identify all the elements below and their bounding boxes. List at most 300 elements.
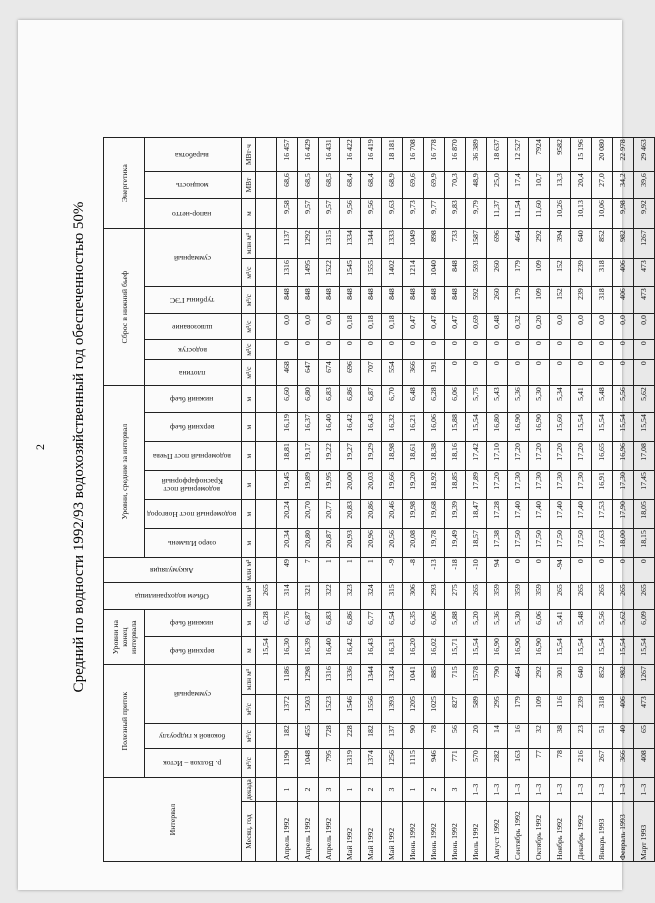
table-cell: 11,60 (529, 199, 550, 229)
table-cell: 982 (613, 665, 634, 695)
unit-cell: м³/с (242, 314, 256, 340)
unit-cell: м³/с (242, 360, 256, 386)
table-cell: Ноябрь 1992 (550, 802, 571, 862)
table-cell: 16,30 (277, 637, 298, 665)
unit-cell: м³/с (242, 259, 256, 287)
table-cell: 17,45 (634, 471, 655, 500)
table-cell: 16,21 (403, 413, 424, 442)
table-cell: 408 (634, 749, 655, 778)
reservoir-balance-table (103, 137, 655, 862)
table-cell: 17,20 (550, 442, 571, 471)
table-cell: 1–3 (508, 778, 529, 802)
table-cell: 0 (592, 558, 613, 583)
table-cell: 1334 (340, 229, 361, 259)
table-cell: 592 (466, 287, 487, 314)
table-cell: 15,54 (634, 413, 655, 442)
table-cell: 265 (634, 583, 655, 610)
table-cell: 19,17 (298, 442, 319, 471)
table-cell: 182 (277, 724, 298, 749)
table-cell: 696 (340, 360, 361, 386)
unit-cell: м (242, 386, 256, 413)
table-cell: 5,30 (508, 610, 529, 637)
table-cell: 17,50 (571, 529, 592, 558)
table-cell: 18,05 (634, 500, 655, 529)
header-sluice: шлюзование (145, 314, 242, 340)
table-cell: 36 389 (466, 138, 487, 172)
table-cell: 728 (319, 724, 340, 749)
table-row (529, 138, 550, 862)
table-cell: 10,26 (550, 199, 571, 229)
table-cell: 848 (277, 287, 298, 314)
table-cell: 15,60 (550, 413, 571, 442)
table-cell: 20 080 (592, 138, 613, 172)
table-cell: 589 (466, 695, 487, 724)
table-cell: 0 (550, 340, 571, 360)
table-cell: 265 (571, 583, 592, 610)
table-cell: 3 (445, 778, 466, 802)
table-cell: -9 (382, 558, 403, 583)
table-cell: 696 (487, 229, 508, 259)
table-cell: 5,41 (571, 386, 592, 413)
table-cell: 6,83 (319, 610, 340, 637)
table-row (613, 138, 634, 862)
table-cell: 16 778 (424, 138, 445, 172)
unit-cell: м³/с (242, 340, 256, 360)
table-cell: 18,57 (466, 529, 487, 558)
table-cell: 20,34 (277, 529, 298, 558)
initial-volume: 265 (256, 583, 277, 610)
table-cell: 321 (298, 583, 319, 610)
table-cell: 848 (382, 287, 403, 314)
table-cell: 1 (340, 558, 361, 583)
table-cell: 9,56 (361, 199, 382, 229)
table-cell: Февраль 1993 (613, 802, 634, 862)
table-cell: 1587 (466, 229, 487, 259)
table-row (298, 138, 319, 862)
table-cell: 19,20 (403, 471, 424, 500)
table-cell: 455 (298, 724, 319, 749)
table-cell: 19,95 (319, 471, 340, 500)
table-cell: 1 (403, 778, 424, 802)
table-cell: 0 (634, 558, 655, 583)
table-cell: 640 (571, 665, 592, 695)
table-cell: 9,57 (319, 199, 340, 229)
table-cell: 1049 (403, 229, 424, 259)
table-cell: 0 (550, 360, 571, 386)
table-cell: 6,70 (382, 386, 403, 413)
table-cell: 0,32 (508, 314, 529, 340)
table-cell: 0,0 (277, 314, 298, 340)
table-cell: 292 (529, 229, 550, 259)
table-cell: 90 (403, 724, 424, 749)
table-cell: 179 (508, 287, 529, 314)
unit-cell: м³/с (242, 749, 256, 778)
table-row (592, 138, 613, 862)
table-cell: Июнь 1992 (403, 802, 424, 862)
table-cell: 32 (529, 724, 550, 749)
table-cell: 16,90 (529, 637, 550, 665)
table-cell: 848 (340, 287, 361, 314)
table-cell: 16,91 (592, 471, 613, 500)
table-cell: 1205 (403, 695, 424, 724)
table-cell: 15,54 (466, 637, 487, 665)
table-cell: 40 (613, 724, 634, 749)
table-cell: 38 (550, 724, 571, 749)
table-cell: 1298 (298, 665, 319, 695)
table-cell: -10 (466, 558, 487, 583)
table-cell: 19,66 (382, 471, 403, 500)
table-cell: 0 (634, 360, 655, 386)
table-cell: 70,3 (445, 172, 466, 199)
table-cell: 6,86 (340, 386, 361, 413)
table-cell: 314 (277, 583, 298, 610)
table-cell: 0 (508, 340, 529, 360)
table-cell: 852 (592, 665, 613, 695)
table-cell: 6,28 (424, 386, 445, 413)
table-cell: 1267 (634, 229, 655, 259)
table-cell: 239 (571, 287, 592, 314)
header-accumulation: Аккумуляция (104, 558, 242, 583)
table-cell: 0,18 (382, 314, 403, 340)
table-cell: 1316 (319, 665, 340, 695)
table-cell: 19,22 (319, 442, 340, 471)
table-cell: 1545 (340, 259, 361, 287)
unit-cell: млн м³ (242, 558, 256, 583)
table-row (487, 138, 508, 862)
unit-cell: м (242, 637, 256, 665)
table-cell: 16,90 (508, 637, 529, 665)
table-cell: 10,06 (592, 199, 613, 229)
table-row (340, 138, 361, 862)
table-cell: 5,36 (508, 386, 529, 413)
table-cell: 17,4 (508, 172, 529, 199)
table-cell: 18 637 (487, 138, 508, 172)
table-cell: 1–3 (466, 778, 487, 802)
table-cell: 318 (592, 287, 613, 314)
table-cell: 0 (634, 340, 655, 360)
table-cell: 848 (361, 287, 382, 314)
table-cell: 15,54 (550, 637, 571, 665)
table-cell: 18,38 (424, 442, 445, 471)
table-cell: 68,9 (382, 172, 403, 199)
table-cell: 16,80 (487, 413, 508, 442)
table-cell: 15,54 (466, 413, 487, 442)
table-cell: 827 (445, 695, 466, 724)
table-cell: 20,56 (382, 529, 403, 558)
table-cell: 790 (487, 665, 508, 695)
table-cell: 9,63 (382, 199, 403, 229)
table-cell: 5,56 (592, 610, 613, 637)
table-cell: 406 (613, 695, 634, 724)
header-total-discharge: суммарный (145, 229, 242, 287)
table-cell: 5,88 (445, 610, 466, 637)
table-cell: 6,06 (529, 610, 550, 637)
header-useful-inflow: Полезный приток (104, 665, 145, 778)
table-cell: 17,20 (529, 442, 550, 471)
table-cell: 16,31 (382, 637, 403, 665)
table-cell: 20,46 (382, 500, 403, 529)
table-cell: 34,2 (613, 172, 634, 199)
table-cell: 19,49 (445, 529, 466, 558)
table-cell: 65 (634, 724, 655, 749)
table-cell: 18,85 (445, 471, 466, 500)
table-cell: 1495 (298, 259, 319, 287)
table-cell: 301 (550, 665, 571, 695)
table-cell: 15,54 (571, 413, 592, 442)
table-cell: 366 (403, 360, 424, 386)
table-cell: 18,16 (445, 442, 466, 471)
table-cell: 16 870 (445, 138, 466, 172)
table-cell: 116 (550, 695, 571, 724)
table-cell: 16 (508, 724, 529, 749)
table-cell: 315 (382, 583, 403, 610)
table-cell: 848 (445, 259, 466, 287)
unit-cell: млн м³ (242, 665, 256, 695)
table-cell: 0 (571, 360, 592, 386)
table-cell: 0,18 (361, 314, 382, 340)
table-cell: 16,96 (613, 442, 634, 471)
table-cell: 1 (277, 778, 298, 802)
table-cell: 0 (592, 360, 613, 386)
table-cell: 179 (508, 259, 529, 287)
table-cell: 16,90 (487, 637, 508, 665)
table-cell: 1 (361, 558, 382, 583)
table-row (277, 138, 298, 862)
table-cell: 275 (445, 583, 466, 610)
table-cell: Март 1993 (634, 802, 655, 862)
table-cell: 1 (319, 558, 340, 583)
table-cell: 17,50 (508, 529, 529, 558)
table-cell: 16,39 (298, 637, 319, 665)
header-post-krasnofarforny: водомерный пост Краснофарфорный (145, 471, 242, 500)
table-cell: 17,40 (550, 500, 571, 529)
table-cell: 0,48 (487, 314, 508, 340)
table-cell: 48,9 (466, 172, 487, 199)
header-lower-pool-end: нижний бьеф (145, 610, 242, 637)
unit-cell: МВт·ч (242, 138, 256, 172)
table-cell: 0 (340, 340, 361, 360)
table-cell: 1555 (361, 259, 382, 287)
table-cell: 17,50 (550, 529, 571, 558)
table-cell: 1–3 (634, 778, 655, 802)
table-cell: 898 (424, 229, 445, 259)
table-cell: 0 (571, 558, 592, 583)
unit-cell: м (242, 413, 256, 442)
table-cell: 5,43 (487, 386, 508, 413)
table-cell: 3 (382, 778, 403, 802)
table-cell: 9,83 (445, 199, 466, 229)
table-cell: 359 (508, 583, 529, 610)
table-cell: 15 196 (571, 138, 592, 172)
table-cell: 318 (592, 695, 613, 724)
table-cell: 1041 (403, 665, 424, 695)
table-cell: 94 (487, 558, 508, 583)
table-cell: 265 (550, 583, 571, 610)
table-cell: Январь 1993 (592, 802, 613, 862)
table-cell: 5,62 (613, 610, 634, 637)
table-cell: 20,77 (319, 500, 340, 529)
header-levels-end: Уровни на конец интервала (104, 610, 145, 665)
table-cell: 69,9 (424, 172, 445, 199)
table-cell: 260 (487, 259, 508, 287)
table-cell: 20,87 (319, 529, 340, 558)
table-cell: 1522 (319, 259, 340, 287)
table-cell: 17,30 (529, 471, 550, 500)
table-cell: 9,77 (424, 199, 445, 229)
table-cell: 6,48 (403, 386, 424, 413)
table-cell: 0 (487, 360, 508, 386)
table-cell: 707 (361, 360, 382, 386)
table-cell: 2 (361, 778, 382, 802)
table-cell: 0 (529, 558, 550, 583)
table-cell: 1040 (424, 259, 445, 287)
table-cell: 22 978 (613, 138, 634, 172)
table-cell: 0 (403, 340, 424, 360)
rotated-content (27, 22, 648, 872)
table-cell: 9,98 (613, 199, 634, 229)
table-cell: 17,40 (571, 500, 592, 529)
table-cell: 0,47 (424, 314, 445, 340)
table-cell: 0 (508, 558, 529, 583)
table-cell: 1374 (361, 749, 382, 778)
table-cell: 5,62 (634, 386, 655, 413)
table-cell: 1393 (382, 695, 403, 724)
table-cell: 17,20 (571, 442, 592, 471)
table-cell: 17,30 (550, 471, 571, 500)
table-cell: 16 431 (319, 138, 340, 172)
table-cell: 12 527 (508, 138, 529, 172)
table-cell: 16,42 (340, 637, 361, 665)
table-cell: 19,27 (340, 442, 361, 471)
table-cell: 228 (340, 724, 361, 749)
table-cell: 19,78 (424, 529, 445, 558)
table-cell: 20,70 (298, 500, 319, 529)
table-cell: 78 (424, 724, 445, 749)
table-cell: 17,38 (487, 529, 508, 558)
table-cell: Июль 1992 (466, 802, 487, 862)
table-cell: 0 (466, 340, 487, 360)
table-cell: 20,80 (298, 529, 319, 558)
table-cell: 1336 (340, 665, 361, 695)
table-cell: 15,88 (445, 413, 466, 442)
unit-cell: м³/с (242, 287, 256, 314)
table-cell: 23 (571, 724, 592, 749)
table-cell: 5,30 (529, 386, 550, 413)
table-cell: 17,30 (613, 471, 634, 500)
header-output: выработка (145, 138, 242, 172)
table-cell: 323 (340, 583, 361, 610)
header-upper-pool-avg: верхний бьеф (145, 413, 242, 442)
table-cell: 18,15 (634, 529, 655, 558)
table-cell: 16,20 (403, 637, 424, 665)
table-cell: 17,89 (466, 471, 487, 500)
table-cell: 1–3 (487, 778, 508, 802)
table-cell: 77 (529, 749, 550, 778)
table-cell: 848 (445, 287, 466, 314)
table-cell: 406 (613, 287, 634, 314)
table-cell: 1186 (277, 665, 298, 695)
table-cell: 5,56 (613, 386, 634, 413)
table-cell: 7924 (529, 138, 550, 172)
table-cell: 16 457 (277, 138, 298, 172)
table-cell: 293 (424, 583, 445, 610)
table-cell: 20,03 (361, 471, 382, 500)
table-cell: 13,3 (550, 172, 571, 199)
table-cell: 163 (508, 749, 529, 778)
table-cell: 6,06 (445, 386, 466, 413)
table-cell: 137 (382, 724, 403, 749)
table-cell: 15,54 (634, 637, 655, 665)
header-upper-pool-end: верхний бьеф (145, 637, 242, 665)
table-cell: 17,20 (487, 471, 508, 500)
table-cell: 0,20 (529, 314, 550, 340)
table-cell: 19,68 (424, 500, 445, 529)
table-cell: 359 (529, 583, 550, 610)
table-cell: 68,5 (298, 172, 319, 199)
table-cell: 1316 (277, 259, 298, 287)
header-lake-ilmen: озеро Ильмень (145, 529, 242, 558)
table-cell: 6,87 (298, 610, 319, 637)
table-row (403, 138, 424, 862)
table-cell: 473 (634, 695, 655, 724)
unit-cell: млн м³ (242, 229, 256, 259)
table-cell: 0 (592, 340, 613, 360)
table-cell: 5,36 (487, 610, 508, 637)
table-cell: 260 (487, 287, 508, 314)
header-month-year: Месяц, год (242, 802, 256, 862)
table-cell: 2 (298, 778, 319, 802)
initial-lower-pool: 6,28 (256, 610, 277, 637)
table-cell: 152 (550, 287, 571, 314)
table-cell: 17,63 (592, 529, 613, 558)
table-cell: 39,6 (634, 172, 655, 199)
table-cell: 464 (508, 665, 529, 695)
table-cell: 570 (466, 749, 487, 778)
table-cell: 19,29 (361, 442, 382, 471)
table-cell: 1267 (634, 665, 655, 695)
table-cell: Октябрь 1992 (529, 802, 550, 862)
table-cell: 1319 (340, 749, 361, 778)
table-cell: 674 (319, 360, 340, 386)
table-cell: 593 (466, 259, 487, 287)
table-cell: 16 429 (298, 138, 319, 172)
table-cell: 239 (571, 259, 592, 287)
table-cell: 20,96 (361, 529, 382, 558)
table-row (382, 138, 403, 862)
table-cell: 18,92 (424, 471, 445, 500)
table-row (361, 138, 382, 862)
header-dekada: декада (242, 778, 256, 802)
header-volkhov-outlet: р. Волхов – Исток (145, 749, 242, 778)
unit-cell: м (242, 471, 256, 500)
table-cell: 366 (613, 749, 634, 778)
table-cell: 6,87 (361, 386, 382, 413)
table-cell: Декабрь 1992 (571, 802, 592, 862)
table-cell: 11,54 (508, 199, 529, 229)
table-cell: 1025 (424, 695, 445, 724)
table-cell: 16,90 (508, 413, 529, 442)
table-cell: 18,81 (277, 442, 298, 471)
table-cell: 848 (403, 287, 424, 314)
table-cell: 17,50 (529, 529, 550, 558)
table-row (550, 138, 571, 862)
table-cell: 0,18 (340, 314, 361, 340)
table-cell: 715 (445, 665, 466, 695)
table-cell: 16,19 (277, 413, 298, 442)
table-cell: 885 (424, 665, 445, 695)
table-cell: 0 (298, 340, 319, 360)
table-row (319, 138, 340, 862)
